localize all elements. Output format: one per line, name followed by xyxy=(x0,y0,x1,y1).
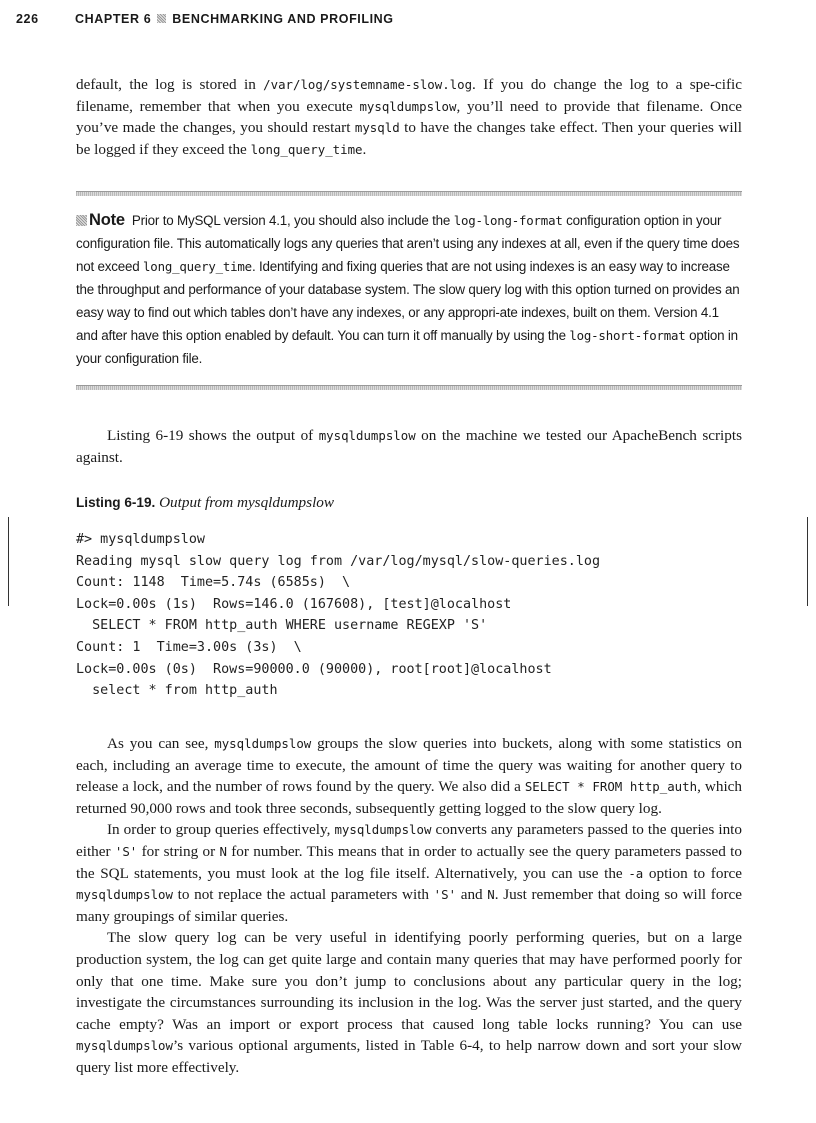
text-run: The slow query log can be very useful in identifying poorly performing queries, but on a large production system, the log can get quite large and contain many queries that may have performed poorly for only that one time. Make sure you don’t jump to conclusions about any particular query in the log; investigate the circumstances surrounding its inclusion in the log. Was the server just started, and the query cache empty? Was an import or export process that caused long table locks running? You can use xyxy=(76,929,742,1033)
listing-label: Listing 6-19. xyxy=(76,495,156,510)
code-run: -a xyxy=(628,865,644,881)
text-run: and xyxy=(456,886,488,904)
text-run: . Just remember that doing so will force many groupings of similar queries. xyxy=(76,886,742,925)
text-run: to not replace the actual parameters with xyxy=(172,886,434,904)
code-line: Lock=0.00s (1s) Rows=146.0 (167608), [test]@localhost xyxy=(76,596,512,612)
text-run: for number. This means that in order to actually see the query parameters passed to the SQL statements, you must look at the log file itself. Alternatively, you can use the xyxy=(76,842,742,882)
note-bottom-rule xyxy=(76,385,742,390)
text-run: , you’ll need to provide that filename. Once you’ve made the changes, you should restart xyxy=(76,97,742,137)
text-run: option in your configuration file. xyxy=(76,328,738,366)
note-label: Note xyxy=(89,211,125,229)
code-run: 'S' xyxy=(114,843,138,859)
text-run: default, the log is stored in xyxy=(76,76,264,93)
chapter-label: CHAPTER 6 xyxy=(75,12,152,26)
listing-intro-block xyxy=(76,425,742,468)
chapter-title: BENCHMARKING AND PROFILING xyxy=(172,12,394,26)
text-run: . xyxy=(362,140,367,158)
note-square-icon xyxy=(76,215,87,226)
text-run: As you can see, xyxy=(107,735,215,752)
text-run: Listing 6-19 shows the output of xyxy=(107,427,319,444)
text-run: option to force xyxy=(643,864,742,882)
listing-intro-paragraph xyxy=(76,425,742,468)
code-run: mysqld xyxy=(354,120,400,136)
text-run: on the machine we tested our ApacheBench scripts against. xyxy=(76,427,743,466)
code-line: Count: 1148 Time=5.74s (6585s) \ xyxy=(76,575,351,591)
code-run: SELECT * FROM http_auth xyxy=(524,779,698,795)
grouping-paragraph xyxy=(76,819,742,927)
note-box xyxy=(76,209,742,370)
code-run: long_query_time xyxy=(143,259,252,274)
code-run: mysqldumpslow xyxy=(318,428,416,443)
code-run: N xyxy=(219,843,227,859)
code-run: mysqldumpslow xyxy=(76,1038,173,1054)
intro-paragraph-block xyxy=(76,74,742,160)
listing-title: Output from mysqldumpslow xyxy=(159,494,335,511)
code-line: Lock=0.00s (0s) Rows=90000.0 (90000), root[root]@localhost xyxy=(76,661,552,677)
listing-caption xyxy=(76,494,334,512)
text-run: , which returned 90,000 rows and took three seconds, subsequently getting logged to the slow query log. xyxy=(76,778,743,817)
code-run: long_query_time xyxy=(250,141,363,157)
text-run: . Identifying and fixing queries that are not using indexes is an easy way to increase the throughput and performance of your database system. The slow query log with this option turned on provides an easy way to find out which tables don’t have any indexes, or any appropri-ate indexes, built on them. Version 4.1 and after have this option enabled by default. You can turn it off manually by using the xyxy=(76,259,740,343)
text-run: ’s various optional arguments, listed in Table 6-4, to help narrow down and sort your slow query list more effectively. xyxy=(76,1037,742,1076)
code-line: select * from http_auth xyxy=(76,683,278,699)
code-run: /var/log/systemname-slow.log xyxy=(263,77,473,92)
discussion-block xyxy=(76,733,742,1079)
right-margin-bar xyxy=(807,517,808,606)
code-run: N xyxy=(487,887,495,903)
code-line: Reading mysql slow query log from /var/log/mysql/slow-queries.log xyxy=(76,553,601,569)
text-run: . If you do change the log to a spe-cific filename, remember that when you execute xyxy=(76,76,743,115)
code-listing xyxy=(76,529,742,702)
chapter-heading xyxy=(75,12,394,26)
text-run: Prior to MySQL version 4.1, you should also include the xyxy=(131,213,454,228)
text-run: configuration option in your configuration file. This automatically logs any queries that aren’t using any indexes at all, even if the query time does not exceed xyxy=(76,213,740,274)
slow-log-paragraph xyxy=(76,927,742,1078)
code-line: Count: 1 Time=3.00s (3s) \ xyxy=(76,639,302,655)
text-run: groups the slow queries into buckets, along with some statistics on each, including an average time to execute, the amount of time the query was waiting for another query to release a lock, and the number of rows found by the query. We also did a xyxy=(76,735,742,796)
buckets-paragraph xyxy=(76,733,742,819)
code-line: #> mysqldumpslow xyxy=(76,532,205,547)
code-run: mysqldumpslow xyxy=(214,736,312,751)
text-run: converts any parameters passed to the queries into either xyxy=(76,821,742,860)
note-top-rule xyxy=(76,191,742,196)
text-run: In order to group queries effectively, xyxy=(107,821,335,839)
code-line: SELECT * FROM http_auth WHERE username REGEXP 'S' xyxy=(76,618,488,634)
text-run: to have the changes take effect. Then your queries will be logged if they exceed the xyxy=(76,119,742,158)
intro-paragraph xyxy=(76,74,742,160)
code-run: 'S' xyxy=(433,887,457,903)
left-margin-bar xyxy=(8,517,9,606)
code-run: log-long-format xyxy=(453,213,563,228)
text-run: for string or xyxy=(137,842,220,860)
running-header xyxy=(16,12,776,30)
page-number: 226 xyxy=(16,12,39,26)
code-run: log-short-format xyxy=(569,328,686,343)
header-square-icon xyxy=(157,14,166,23)
code-run: mysqldumpslow xyxy=(334,822,432,838)
code-run: mysqldumpslow xyxy=(359,98,457,114)
code-run: mysqldumpslow xyxy=(76,887,173,903)
